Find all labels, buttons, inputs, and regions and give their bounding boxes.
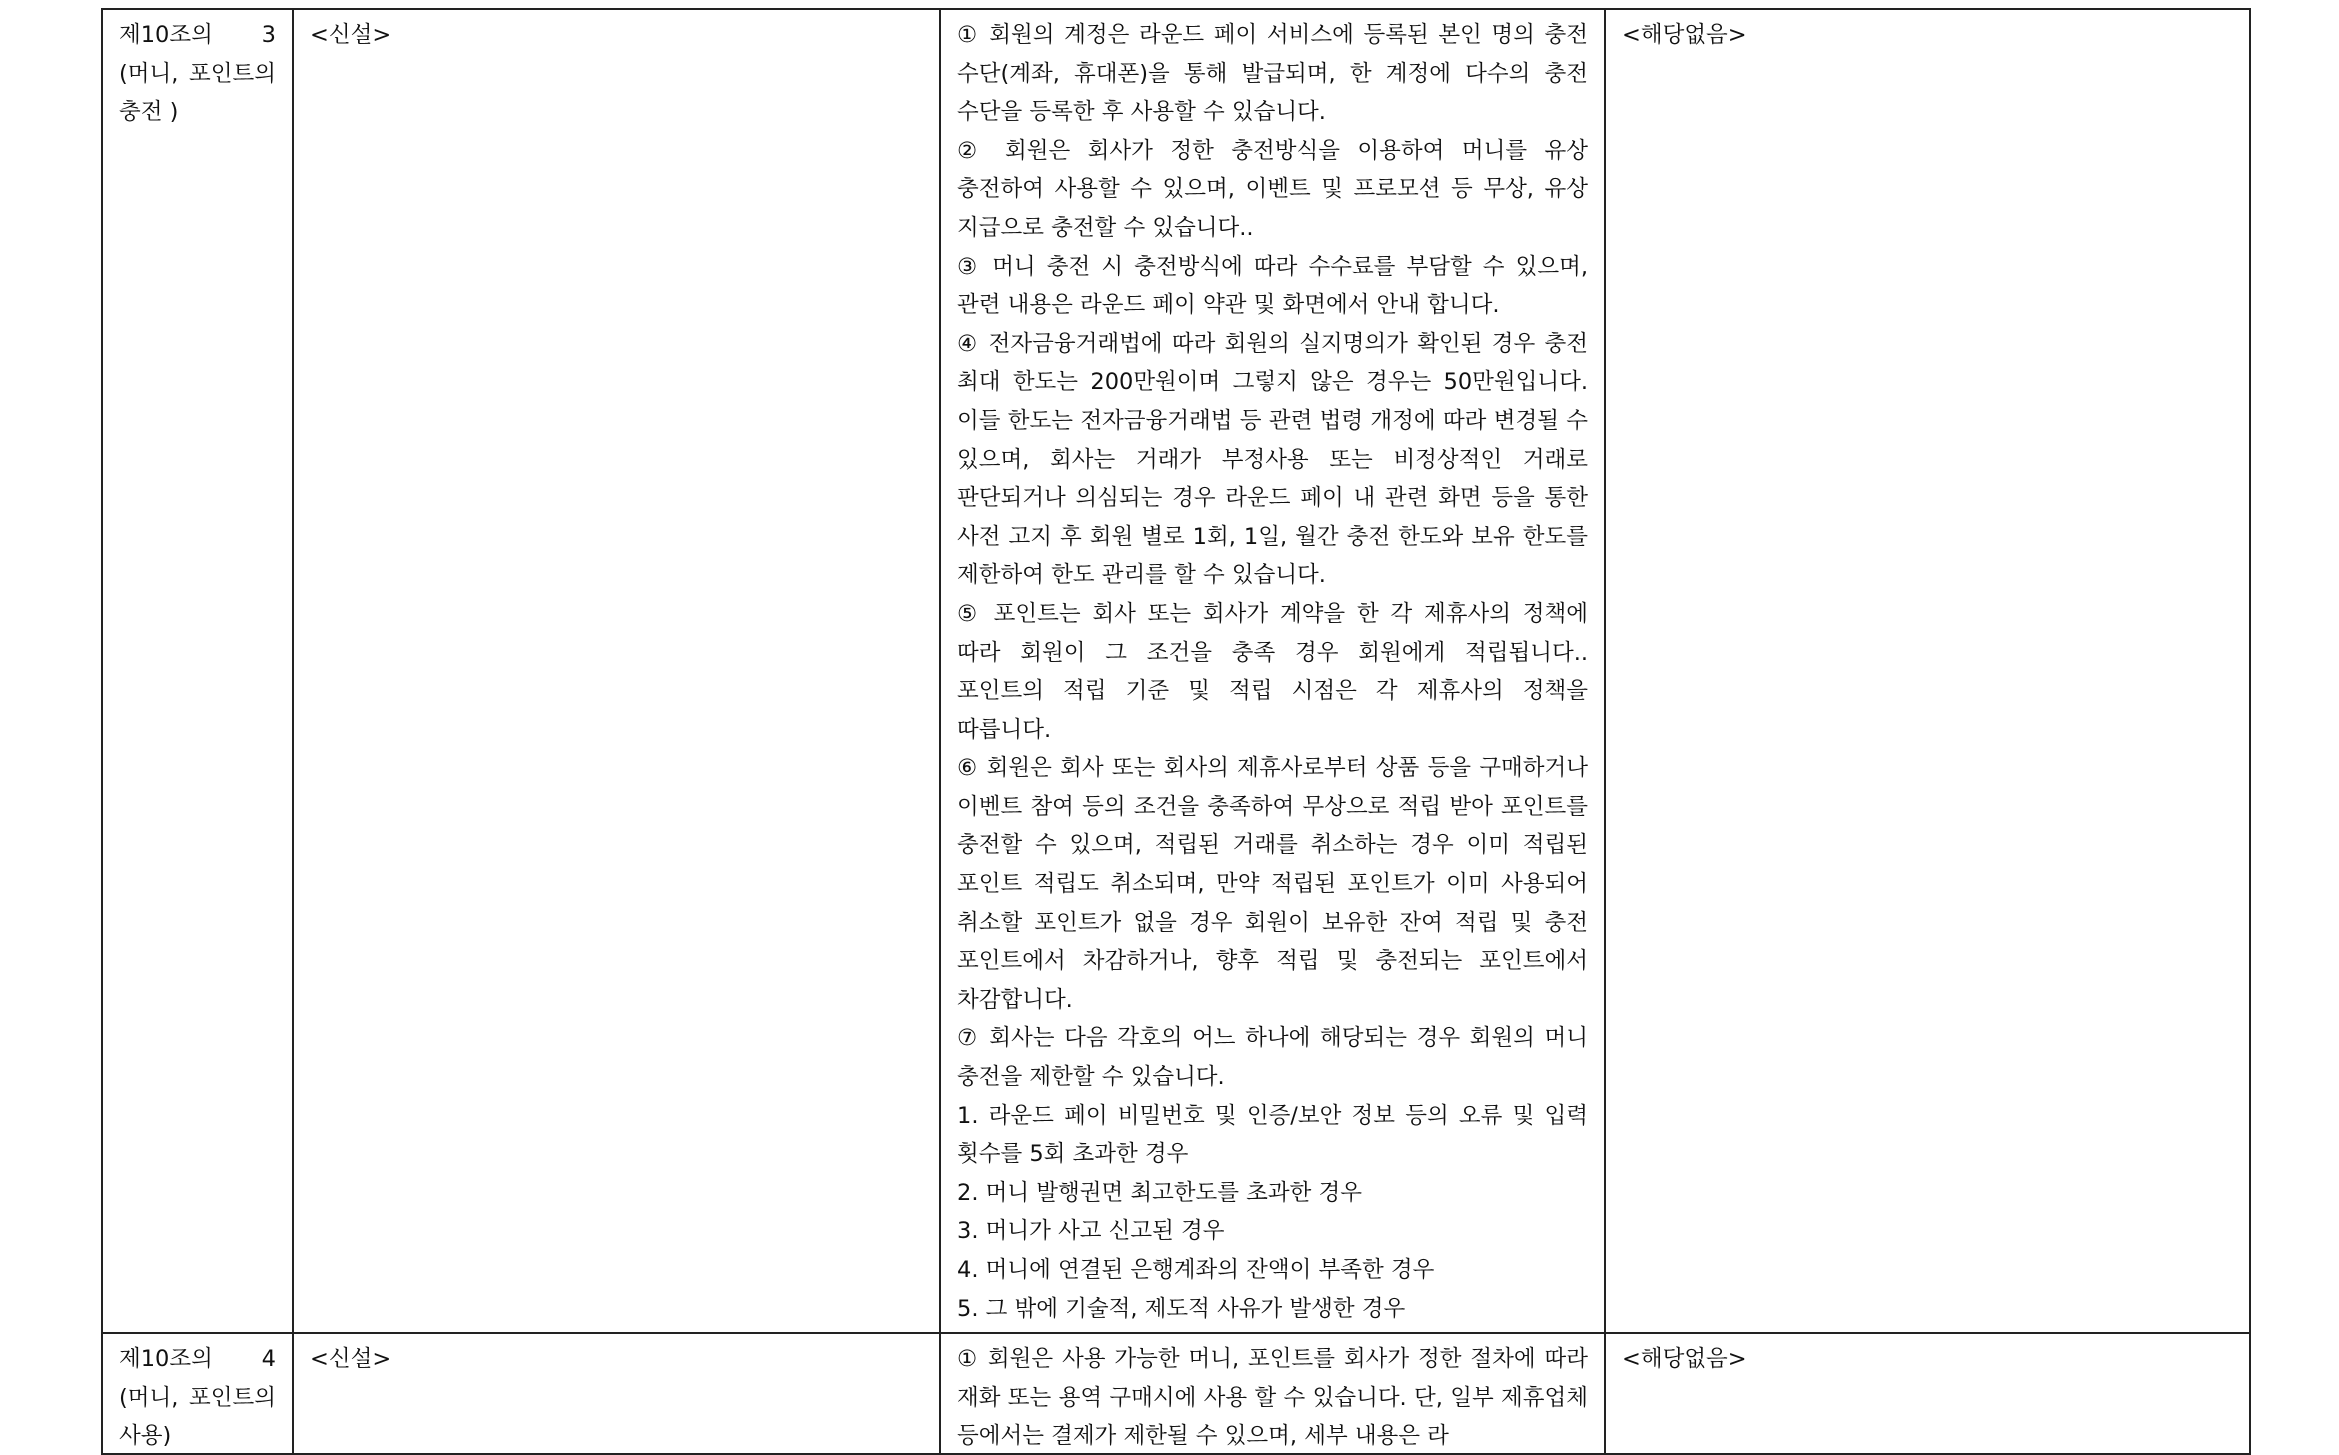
amended-paragraph: ② 회원은 회사가 정한 충전방식을 이용하여 머니를 유상 충전하여 사용할 수 있으며, 이벤트 및 프로모션 등 무상, 유상 지급으로 충전할 수 있습니다.. [957,137,1588,241]
note-text: <해당없음> [1622,22,1747,48]
amended-text-cell [940,9,1605,1333]
amended-paragraph: ⑦ 회사는 다음 각호의 어느 하나에 해당되는 경우 회원의 머니 충전을 제한할 수 있습니다. [957,1025,1588,1091]
current-text-cell [293,9,940,1333]
amended-paragraph: ① 회원은 사용 가능한 머니, 포인트를 회사가 정한 절차에 따라 재화 또는 용역 구매시에 사용 할 수 있습니다. 단, 일부 제휴업체 등에서는 결제가 제한될 수 있으며, 세부 내용은 라 [957,1346,1588,1450]
amended-text-cell [940,1333,1605,1454]
note-text: <해당없음> [1622,1346,1747,1373]
table-row [102,1333,2250,1454]
amended-list-item: 1. 라운드 페이 비밀번호 및 인증/보안 정보 등의 오류 및 입력 횟수를 5회 초과한 경우 [957,1102,1588,1168]
article-title: 제10조의 3 (머니, 포인트의 충전 ) [119,22,276,126]
amendment-comparison-table [101,8,2251,1455]
amended-paragraph: ⑥ 회원은 회사 또는 회사의 제휴사로부터 상품 등을 구매하거나 이벤트 참여 등의 조건을 충족하여 무상으로 적립 받아 포인트를 충전할 수 있으며, 적립된 거래를 취소하는 경우 이미 적립된 포인트 적립도 취소되며, 만약 적립된 포인트가 이미 사용되어 취소할 포인트가 없을 경우 회원이 보유한 잔여 적립 및 충전 포인트에서 차감하거나, 향후 적립 및 충전되는 포인트에서 차감합니다. [957,755,1588,1013]
amended-paragraph: ⑤ 포인트는 회사 또는 회사가 계약을 한 각 제휴사의 정책에 따라 회원이 그 조건을 충족 경우 회원에게 적립됩니다.. 포인트의 적립 기준 및 적립 시점은 각 제휴사의 정책을 따릅니다. [957,600,1588,743]
amended-paragraph: ④ 전자금융거래법에 따라 회원의 실지명의가 확인된 경우 충전 최대 한도는 200만원이며 그렇지 않은 경우는 50만원입니다. 이들 한도는 전자금융거래법 등 관련 법령 개정에 따라 변경될 수 있으며, 회사는 거래가 부정사용 또는 비정상적인 거래로 판단되거나 의심되는 경우 라운드 페이 내 관련 화면 등을 통한 사전 고지 후 회원 별로 1회, 1일, 월간 충전 한도와 보유 한도를 제한하여 한도 관리를 할 수 있습니다. [957,330,1588,589]
amended-paragraph: ③ 머니 충전 시 충전방식에 따라 수수료를 부담할 수 있으며, 관련 내용은 라운드 페이 약관 및 화면에서 안내 합니다. [957,253,1588,319]
table-row [102,9,2250,1333]
current-text: <신설> [310,1346,392,1373]
amended-list-item: 3. 머니가 사고 신고된 경우 [957,1218,1225,1245]
article-title-cell [102,9,293,1333]
current-text-cell [293,1333,940,1454]
note-cell [1605,9,2250,1333]
article-title-cell [102,1333,293,1454]
amended-paragraph: ① 회원의 계정은 라운드 페이 서비스에 등록된 본인 명의 충전 수단(계좌, 휴대폰)을 통해 발급되며, 한 계정에 다수의 충전 수단을 등록한 후 사용할 수 있습니다. [957,22,1588,126]
amended-list-item: 5. 그 밖에 기술적, 제도적 사유가 발생한 경우 [957,1295,1406,1322]
article-title: 제10조의 4 (머니, 포인트의 사용) [119,1346,276,1450]
current-text: <신설> [310,22,392,48]
note-cell [1605,1333,2250,1454]
amended-list-item: 4. 머니에 연결된 은행계좌의 잔액이 부족한 경우 [957,1257,1435,1283]
amended-list-item: 2. 머니 발행권면 최고한도를 초과한 경우 [957,1179,1362,1206]
